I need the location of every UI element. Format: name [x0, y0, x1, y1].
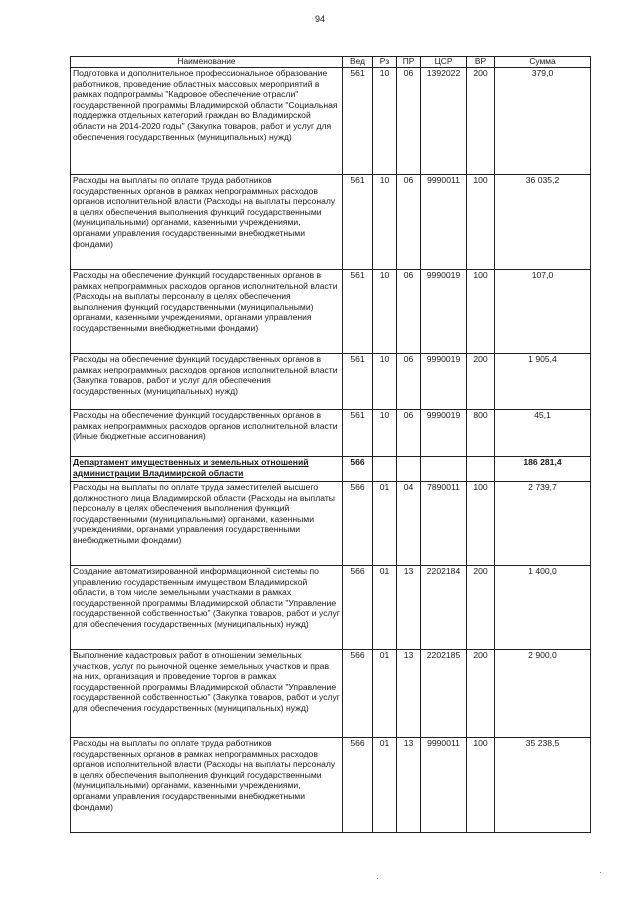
page-number: 94 — [314, 14, 325, 24]
row-pr: 04 — [397, 482, 421, 566]
row-rz: 01 — [373, 738, 397, 833]
table-row — [71, 738, 591, 833]
department-sum: 186 281,4 — [495, 457, 591, 482]
department-name: Департамент имущественных и земельных отношений администрации Владимирской области — [71, 457, 343, 482]
row-vr: 200 — [467, 566, 495, 650]
row-rz: 10 — [373, 175, 397, 270]
row-name: Расходы на обеспечение функций государственных органов в рамках непрограммных расходов органов исполнительной власти (Иные бюджетные ассигнования) — [71, 410, 343, 457]
table-row — [71, 270, 591, 354]
row-sum: 1 905,4 — [495, 354, 591, 410]
row-sum: 379,0 — [495, 68, 591, 175]
row-vr: 100 — [467, 175, 495, 270]
row-pr: 06 — [397, 175, 421, 270]
scan-speck — [377, 878, 378, 879]
row-rz — [373, 457, 397, 482]
row-ved: 561 — [343, 354, 373, 410]
row-csr: 1392022 — [421, 68, 467, 175]
header-ved: Вед — [343, 57, 373, 68]
row-sum: 35 238,5 — [495, 738, 591, 833]
table-row — [71, 354, 591, 410]
row-csr — [421, 457, 467, 482]
row-ved: 566 — [343, 566, 373, 650]
row-ved: 566 — [343, 482, 373, 566]
row-name: Выполнение кадастровых работ в отношении земельных участков, услуг по рыночной оценке земельных участков и прав на них, организация и проведение торгов в рамках государственной программы Владимирской области "Управление государственной собственностью" (Закупка товаров, работ и услуг для обеспечения государственных (муниципальных) нужд) — [71, 650, 343, 738]
header-vr: ВР — [467, 57, 495, 68]
row-sum: 36 035,2 — [495, 175, 591, 270]
row-ved: 561 — [343, 175, 373, 270]
row-csr: 9990019 — [421, 354, 467, 410]
row-sum: 45,1 — [495, 410, 591, 457]
row-vr: 200 — [467, 68, 495, 175]
row-name: Расходы на выплаты по оплате труда работников государственных органов в рамках непрограммных расходов органов исполнительной власти (Расходы на выплаты персоналу в целях обеспечения выполнения функций государственными (муниципальными) органами, казенными учреждениями, органами управления государственными внебюджетными фондами) — [71, 175, 343, 270]
row-rz: 10 — [373, 270, 397, 354]
row-sum: 107,0 — [495, 270, 591, 354]
row-name: Расходы на обеспечение функций государственных органов в рамках непрограммных расходов органов исполнительной власти (Закупка товаров, работ и услуг для обеспечения государственных (муниципальных) нужд) — [71, 354, 343, 410]
row-csr: 2202184 — [421, 566, 467, 650]
row-pr: 13 — [397, 566, 421, 650]
row-csr: 9990019 — [421, 410, 467, 457]
table-row — [71, 650, 591, 738]
row-rz: 10 — [373, 68, 397, 175]
row-pr: 06 — [397, 270, 421, 354]
row-vr — [467, 457, 495, 482]
header-name: Наименование — [71, 57, 343, 68]
row-name: Расходы на обеспечение функций государственных органов в рамках непрограммных расходов органов исполнительной власти (Расходы на выплаты персоналу в целях обеспечения выполнения функций государственными (муниципальными) органами, казенными учреждениями, органами управления государственными внебюджетными фондами) — [71, 270, 343, 354]
table-row-department — [71, 457, 591, 482]
row-pr: 13 — [397, 738, 421, 833]
table-row — [71, 68, 591, 175]
row-pr: 06 — [397, 354, 421, 410]
row-name: Расходы на выплаты по оплате труда работников государственных органов в рамках непрограммных расходов органов исполнительной власти (Расходы на выплаты персоналу в целях обеспечения выполнения функций государственными (муниципальными) органами, казенными учреждениями, органами управления государственными внебюджетными фондами) — [71, 738, 343, 833]
header-rz: Рз — [373, 57, 397, 68]
header-pr: ПР — [397, 57, 421, 68]
row-rz: 01 — [373, 650, 397, 738]
row-pr: 13 — [397, 650, 421, 738]
row-ved: 561 — [343, 410, 373, 457]
row-sum: 2 739,7 — [495, 482, 591, 566]
row-rz: 01 — [373, 482, 397, 566]
table-row — [71, 175, 591, 270]
row-name: Создание автоматизированной информационной системы по управлению государственным имуществом Владимирской области, в том числе земельными участками в рамках государственной программы Владимирской области "Управление государственной собственностью" (Закупка товаров, работ и услуг для обеспечения государственных (муниципальных) нужд) — [71, 566, 343, 650]
row-sum: 1 400,0 — [495, 566, 591, 650]
row-pr — [397, 457, 421, 482]
row-ved: 561 — [343, 270, 373, 354]
table-row — [71, 482, 591, 566]
table-row — [71, 410, 591, 457]
row-rz: 01 — [373, 566, 397, 650]
row-pr: 06 — [397, 410, 421, 457]
row-sum: 2 900,0 — [495, 650, 591, 738]
row-vr: 800 — [467, 410, 495, 457]
row-ved: 566 — [343, 650, 373, 738]
header-csr: ЦСР — [421, 57, 467, 68]
row-csr: 7890011 — [421, 482, 467, 566]
row-vr: 100 — [467, 738, 495, 833]
table-header-row — [71, 57, 591, 68]
row-csr: 2202185 — [421, 650, 467, 738]
budget-table — [70, 56, 591, 833]
row-csr: 9990011 — [421, 175, 467, 270]
row-rz: 10 — [373, 354, 397, 410]
row-vr: 100 — [467, 482, 495, 566]
row-ved: 566 — [343, 457, 373, 482]
row-ved: 566 — [343, 738, 373, 833]
row-name: Подготовка и дополнительное профессиональное образование работников, проведение областных массовых мероприятий в рамках подпрограммы "Кадровое обеспечение отрасли" государственной программы Владимирской области "Социальная поддержка отдельных категорий граждан во Владимирской области на 2014-2020 годы" (Закупка товаров, работ и услуг для обеспечения государственных (муниципальных) нужд) — [71, 68, 343, 175]
row-vr: 200 — [467, 354, 495, 410]
header-sum: Сумма — [495, 57, 591, 68]
scan-speck — [600, 872, 601, 873]
row-csr: 9990011 — [421, 738, 467, 833]
row-ved: 561 — [343, 68, 373, 175]
row-rz: 10 — [373, 410, 397, 457]
row-csr: 9990019 — [421, 270, 467, 354]
row-vr: 100 — [467, 270, 495, 354]
row-name: Расходы на выплаты по оплате труда заместителей высшего должностного лица Владимирской области (Расходы на выплаты персоналу в целях обеспечения выполнения функций государственными (муниципальными) органами, казенными учреждениями, органами управления государственными внебюджетными фондами) — [71, 482, 343, 566]
row-pr: 06 — [397, 68, 421, 175]
table-row — [71, 566, 591, 650]
row-vr: 200 — [467, 650, 495, 738]
